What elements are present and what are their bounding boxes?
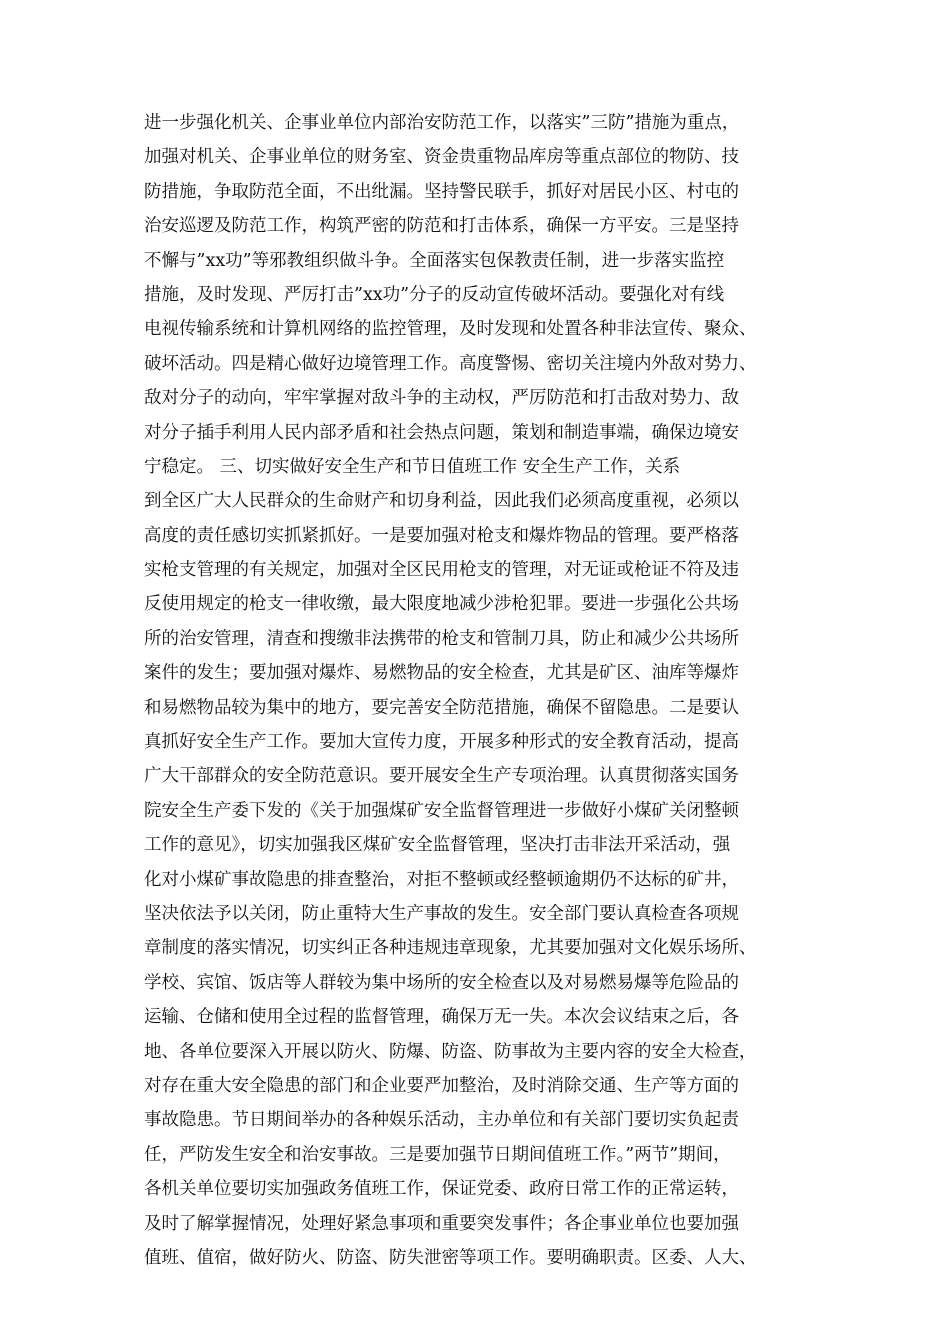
text-line: 坚决依法予以关闭，防止重特大生产事故的发生。安全部门要认真检查各项规 [144, 903, 739, 924]
text-line: 反使用规定的枪支一律收缴，最大限度地减少涉枪犯罪。要进一步强化公共场 [144, 594, 739, 615]
text-line: 对存在重大安全隐患的部门和企业要严加整治，及时消除交通、生产等方面的 [144, 1075, 739, 1096]
text-line: 措施，及时发现、严厉打击”xx功”分子的反动宣传破坏活动。要强化对有线 [144, 284, 725, 305]
text-line: 广大干部群众的安全防范意识。要开展安全生产专项治理。认真贯彻落实国务 [144, 766, 739, 787]
text-line: 所的治安管理，清查和搜缴非法携带的枪支和管制刀具，防止和减少公共场所 [144, 628, 739, 649]
body-text [144, 106, 834, 1275]
text-line: 章制度的落实情况，切实纠正各种违规违章现象，尤其要加强对文化娱乐场所、 [144, 938, 757, 959]
text-line: 敌对分子的动向，牢牢掌握对敌斗争的主动权，严厉防范和打击敌对势力、敌 [144, 388, 739, 409]
text-line: 各机关单位要切实加强政务值班工作，保证党委、政府日常工作的正常运转， [144, 1179, 739, 1200]
text-line: 高度的责任感切实抓紧抓好。一是要加强对枪支和爆炸物品的管理。要严格落 [144, 525, 739, 546]
text-line: 事故隐患。节日期间举办的各种娱乐活动，主办单位和有关部门要切实负起责 [144, 1110, 739, 1131]
text-line: 案件的发生；要加强对爆炸、易燃物品的安全检查，尤其是矿区、油库等爆炸 [144, 663, 739, 684]
text-line: 到全区广大人民群众的生命财产和切身利益，因此我们必须高度重视，必须以 [144, 491, 739, 512]
text-line: 破坏活动。四是精心做好边境管理工作。高度警惕、密切关注境内外敌对势力、 [144, 353, 757, 374]
text-line: 任，严防发生安全和治安事故。三是要加强节日期间值班工作。”两节”期间， [144, 1144, 731, 1165]
text-line: 电视传输系统和计算机网络的监控管理，及时发现和处置各种非法宣传、聚众、 [144, 319, 757, 340]
text-line: 及时了解掌握情况，处理好紧急事项和重要突发事件；各企事业单位也要加强 [144, 1213, 739, 1234]
text-line: 实枪支管理的有关规定，加强对全区民用枪支的管理，对无证或枪证不符及违 [144, 560, 739, 581]
text-line: 不懈与”xx功”等邪教组织做斗争。全面落实包保教责任制，进一步落实监控 [144, 250, 725, 271]
text-line: 加强对机关、企事业单位的财务室、资金贵重物品库房等重点部位的物防、技 [144, 147, 739, 168]
text-line: 防措施，争取防范全面，不出纰漏。坚持警民联手，抓好对居民小区、村屯的 [144, 181, 739, 202]
text-line: 学校、宾馆、饭店等人群较为集中场所的安全检查以及对易燃易爆等危险品的 [144, 972, 739, 993]
text-line: 值班、值宿，做好防火、防盗、防失泄密等项工作。要明确职责。区委、人大、 [144, 1247, 757, 1268]
text-line: 运输、仓储和使用全过程的监督管理，确保万无一失。本次会议结束之后，各 [144, 1007, 739, 1028]
text-line: 化对小煤矿事故隐患的排查整治，对拒不整顿或经整顿逾期仍不达标的矿井， [144, 869, 739, 890]
text-line: 地、各单位要深入开展以防火、防爆、防盗、防事故为主要内容的安全大检查， [144, 1041, 757, 1062]
text-line: 工作的意见》，切实加强我区煤矿安全监督管理，坚决打击非法开采活动，强 [144, 835, 731, 856]
text-line: 院安全生产委下发的《关于加强煤矿安全监督管理进一步做好小煤矿关闭整顿 [144, 800, 739, 821]
text-line: 宁稳定。 三、切实做好安全生产和节日值班工作 安全生产工作，关系 [144, 456, 681, 477]
text-line: 对分子插手利用人民内部矛盾和社会热点问题，策划和制造事端，确保边境安 [144, 422, 739, 443]
text-line: 真抓好安全生产工作。要加大宣传力度，开展多种形式的安全教育活动，提高 [144, 732, 739, 753]
text-line: 进一步强化机关、企事业单位内部治安防范工作，以落实”三防”措施为重点， [144, 113, 740, 133]
text-line: 治安巡逻及防范工作，构筑严密的防范和打击体系，确保一方平安。三是坚持 [144, 216, 739, 237]
text-line: 和易燃物品较为集中的地方，要完善安全防范措施，确保不留隐患。二是要认 [144, 697, 739, 718]
